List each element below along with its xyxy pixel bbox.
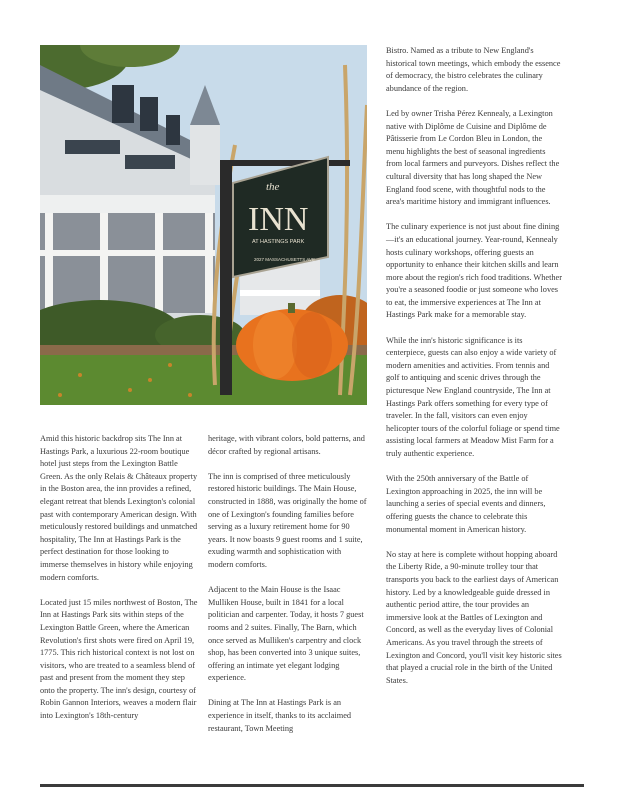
paragraph: Amid this historic backdrop sits The Inn at Hastings Park, a luxurious 22-room boutique hotel just steps from the Lexington Battle Green. As the only Relais & Châteaux property in the Boston area, the inn provides a refined, elegant retreat that blends Lexington's colonial past with contemporary American design. With meticulously restored buildings and unmatched hospitality, The Inn at Hastings Park is the perfect destination for those looking to immerse themselves in history while enjoying modern comforts. xyxy=(40,434,198,582)
sign-subtitle: AT HASTINGS PARK xyxy=(252,239,305,245)
porch-shadow xyxy=(40,213,215,313)
pumpkin-stem xyxy=(288,303,295,313)
sign-post xyxy=(220,165,232,395)
porch-railing xyxy=(40,250,215,256)
footer-rule xyxy=(40,784,584,787)
inn-photo xyxy=(40,45,367,405)
paragraph: No stay at here is complete without hopping aboard the Liberty Ride, a 90-minute trolley tour that transports you back to the earliest days of American history. Led by a knowledgeable guide dressed in authentic period attire, the tour provides an immersive look at the Battles of Lexington and Concord, as well as the everyday lives of Colonial Americans. As you travel through the streets of Lexington and Concord, you'll visit key historic sites that played a crucial role in the birth of the United States. xyxy=(386,549,562,685)
paragraph: Located just 15 miles northwest of Boston, The Inn at Hastings Park sits within steps of the Lexington Battle Green, where the American Revolution's first shots were fired on April 19, 1775. This rich historical context is not lost on visitors, who are treated to a seamless blend of past and present from the moment they step onto the property. The inn's design, courtesy of Robin Gannon Interiors, weaves a modern flair into Lexington's 18th-century xyxy=(40,597,198,721)
paragraph: While the inn's historic significance is its centerpiece, guests can also enjoy a wide variety of modern amenities and activities. From tennis and golf to antiquing and scenic drives through the picturesque New England countryside, The Inn at Hastings Park offers something for every type of traveler. In the fall, visitors can even enjoy helicopter tours of the colorful foliage or spend time assisting local farmers at Meadow Mist Farm for a truly authentic experience. xyxy=(386,335,560,458)
paragraph: Bistro. Named as a tribute to New England's historical town meetings, which embody the essence of democracy, the bistro celebrates the culinary abundance of the region. xyxy=(386,46,561,93)
text-column-2 xyxy=(208,433,368,748)
paragraph: Adjacent to the Main House is the Isaac Mulliken House, built in 1841 for a local politician and carpenter. Today, it hosts 7 guest rooms and 2 suites. Finally, The Barn, which once served as Mulliken's carpentry and clock shop, has been converted into 3 unique suites, offering an intimate yet elegant lodging experience. xyxy=(208,585,364,683)
window xyxy=(112,85,134,123)
paragraph: Led by owner Trisha Pérez Kennealy, a Lexington native with Diplôme de Cuisine and Diplôme de Pâtisserie from Le Cordon Bleu in London, the menu highlights the best of seasonal ingredients from local farmers and purveyors. Dishes reflect the cultural diversity that has long shaped the New England food scene, with thoughtful nods to the area's maritime history and immigrant influences. xyxy=(386,108,560,207)
paragraph: With the 250th anniversary of the Battle of Lexington approaching in 2025, the inn will be launching a series of special events and dinners, offering guests the chance to celebrate this monumental moment in American history. xyxy=(386,474,546,534)
paragraph: heritage, with vibrant colors, bold patterns, and décor crafted by regional artisans. xyxy=(208,434,365,456)
sign-title: INN xyxy=(248,201,309,238)
paragraph: Dining at The Inn at Hastings Park is an experience in itself, thanks to its acclaimed restaurant, Town Meeting xyxy=(208,698,352,733)
paragraph: The culinary experience is not just about fine dining—it's an educational journey. Year-round, Kennealy hosts culinary workshops, offering guests an opportunity to enhance their kitchen skills and learn more about the region's rich food traditions. Whether you're a seasoned foodie or just someone who loves to eat, the immersive experiences at The Inn at Hastings Park make for a memorable stay. xyxy=(386,222,562,320)
sign-address: 2027 MASSACHUSETTS AVE xyxy=(254,257,315,262)
paragraph: The inn is comprised of three meticulously restored historic buildings. The Main House, constructed in 1888, was originally the home of one of Lexington's founding families before serving as a luxury retirement home for 90 years. It now boasts 9 guest rooms and 1 suite, exuding warmth and sophistication with modern comforts. xyxy=(208,471,367,569)
sign-script: the xyxy=(266,181,280,193)
porch-roof xyxy=(40,195,215,213)
text-column-3 xyxy=(386,45,562,700)
text-column-1 xyxy=(40,433,198,735)
inn-photo-illustration xyxy=(40,45,367,405)
